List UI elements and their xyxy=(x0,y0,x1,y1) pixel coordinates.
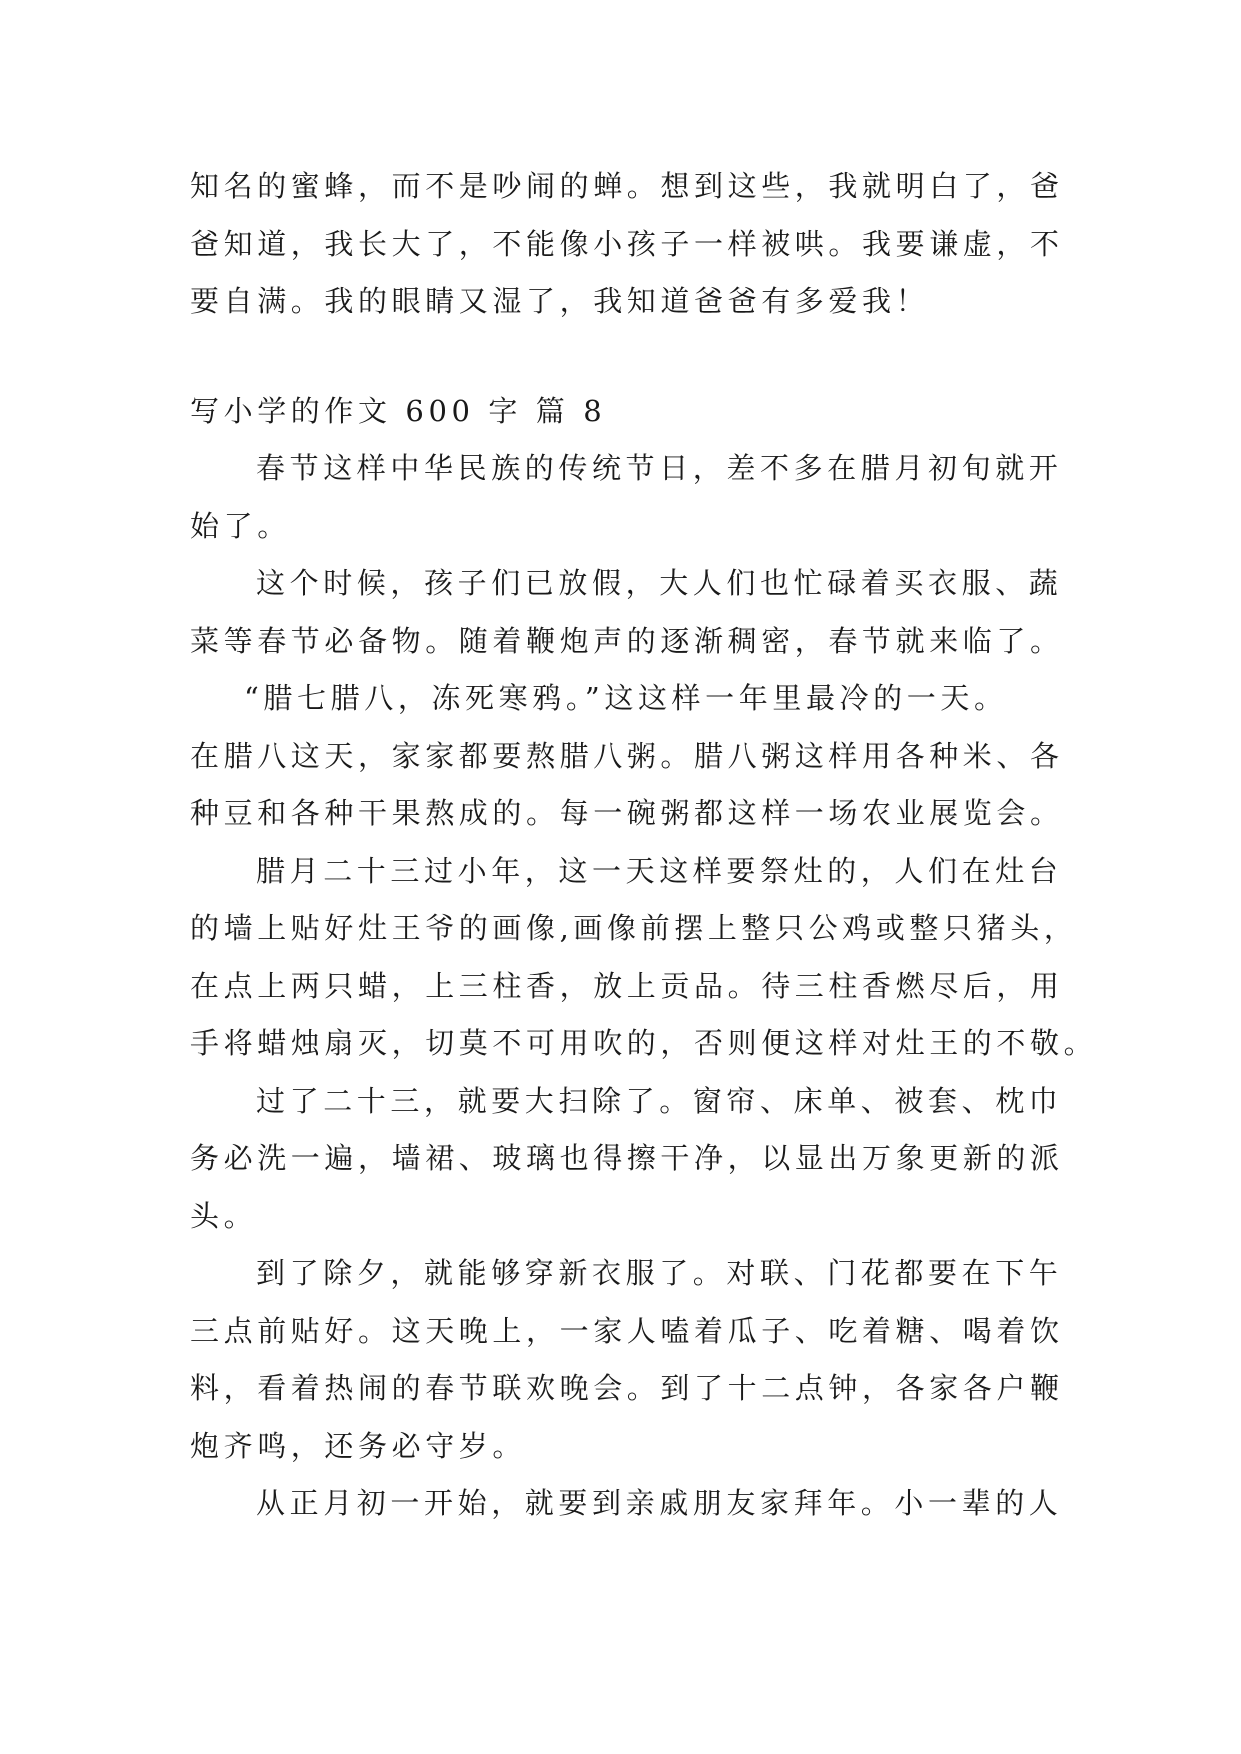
document-body xyxy=(190,158,1098,1533)
text-line: 头。 xyxy=(190,1198,258,1233)
text-line: 务必洗一遍，墙裙、玻璃也得擦干净，以显出万象更新的派 xyxy=(190,1141,1064,1175)
text-line: 这个时候，孩子们已放假，大人们也忙碌着买衣服、蔬 xyxy=(256,566,1063,600)
text-line: 从正月初一开始，就要到亲戚朋友家拜年。小一辈的人 xyxy=(256,1486,1063,1520)
text-line: 爸知道，我长大了，不能像小孩子一样被哄。我要谦虚，不 xyxy=(190,226,1064,261)
text-line: 的墙上贴好灶王爷的画像,画像前摆上整只公鸡或整只猪头， xyxy=(190,911,1078,945)
text-line: 腊月二十三过小年，这一天这样要祭灶的，人们在灶台 xyxy=(256,853,1063,888)
text-line: 菜等春节必备物。随着鞭炮声的逐渐稠密，春节就来临了。 xyxy=(190,623,1064,658)
text-line: 始了。 xyxy=(190,508,291,543)
text-line: 知名的蜜蜂，而不是吵闹的蝉。想到这些，我就明白了，爸 xyxy=(190,169,1064,203)
text-line: 到了除夕，就能够穿新衣服了。对联、门花都要在下午 xyxy=(256,1256,1063,1290)
text-line: 春节这样中华民族的传统节日，差不多在腊月初旬就开 xyxy=(256,451,1063,485)
text-line: 手将蜡烛扇灭，切莫不可用吹的，否则便这样对灶王的不敬。 xyxy=(190,1026,1098,1060)
text-line: 过了二十三，就要大扫除了。窗帘、床单、被套、枕巾 xyxy=(256,1083,1063,1118)
text-line: 料，看着热闹的春节联欢晚会。到了十二点钟，各家各户鞭 xyxy=(190,1371,1064,1405)
section-heading: 写小学的作文 600 字 篇 8 xyxy=(190,393,607,428)
text-line: 在腊八这天，家家都要熬腊八粥。腊八粥这样用各种米、各 xyxy=(190,738,1064,773)
text-line: 炮齐鸣，还务必守岁。 xyxy=(190,1428,527,1463)
text-line: 要自满。我的眼睛又湿了，我知道爸爸有多爱我！ xyxy=(190,284,930,318)
text-line: 在点上两只蜡，上三柱香，放上贡品。待三柱香燃尽后，用 xyxy=(190,968,1064,1003)
text-line: 种豆和各种干果熬成的。每一碗粥都这样一场农业展览会。 xyxy=(190,796,1064,830)
text-line: 三点前贴好。这天晚上，一家人嗑着瓜子、吃着糖、喝着饮 xyxy=(190,1313,1064,1348)
text-line: “腊七腊八，冻死寒鸦。”这这样一年里最冷的一天。 xyxy=(244,681,1008,715)
